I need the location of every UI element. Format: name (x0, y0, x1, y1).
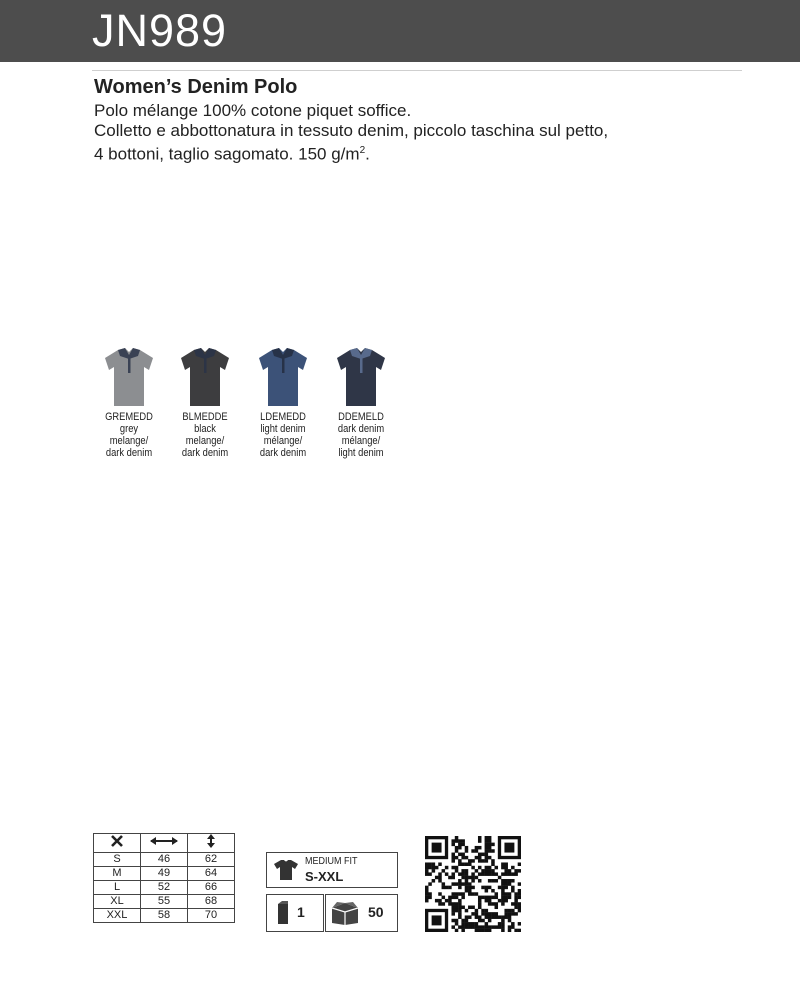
swatch-code: BLMEDDE (182, 411, 228, 423)
header-bar (0, 0, 800, 62)
tshirt-icon (273, 859, 299, 881)
polo-shirt-icon (103, 346, 155, 408)
swatch-name-line-3: dark denim (181, 447, 229, 459)
swatch-name-line-1: grey (119, 423, 139, 435)
description-superscript: 2 (359, 145, 366, 156)
single-pack-icon (275, 901, 291, 925)
color-swatches (94, 346, 414, 476)
product-title: Women’s Denim Polo (94, 76, 298, 98)
size-row (94, 895, 235, 909)
description-line-3-text: 4 bottoni, taglio sagomato. 150 g/m (94, 144, 360, 164)
pack-quantity: 1 (297, 904, 305, 920)
size-chart (93, 833, 235, 923)
divider (92, 70, 742, 71)
swatch-name-line-1: dark denim (337, 423, 385, 435)
product-description (94, 101, 754, 165)
size-chart-header (94, 834, 235, 853)
size-width: 52 (141, 881, 188, 895)
description-end: . (365, 144, 370, 164)
swatch-name-line-2: mélange/ (263, 435, 303, 447)
polo-shirt-icon (257, 346, 309, 408)
description-line-2: Colletto e abbottonatura in tessuto denim, piccolo taschina sul petto, (94, 121, 609, 140)
size-row (94, 853, 235, 867)
size-label: S (94, 853, 141, 867)
size-length: 70 (188, 909, 235, 923)
color-swatch (170, 346, 240, 459)
length-arrow-icon (188, 834, 235, 853)
size-length: 62 (188, 853, 235, 867)
size-label: XL (94, 895, 141, 909)
fit-info-box (266, 852, 398, 888)
description-line-3 (94, 141, 754, 165)
size-width: 58 (141, 909, 188, 923)
size-width: 49 (141, 867, 188, 881)
description-line-1: Polo mélange 100% cotone piquet soffice. (94, 101, 412, 120)
width-arrow-icon (141, 834, 188, 853)
swatch-name-line-3: light denim (338, 447, 384, 459)
swatch-name-line-1: black (194, 423, 216, 435)
swatch-name-line-2: mélange/ (341, 435, 381, 447)
fit-label: MEDIUM FIT (305, 856, 358, 867)
carton-quantity: 50 (368, 904, 384, 920)
swatch-name-line-1: light denim (260, 423, 306, 435)
product-code: JN989 (92, 5, 228, 56)
polo-shirt-icon (179, 346, 231, 408)
swatch-name-line-2: melange/ (109, 435, 149, 447)
size-width: 46 (141, 853, 188, 867)
carton-box-icon (330, 900, 360, 926)
size-icon (94, 834, 141, 853)
swatch-name-line-3: dark denim (259, 447, 307, 459)
color-swatch (94, 346, 164, 459)
size-label: M (94, 867, 141, 881)
swatch-name-line-2: melange/ (185, 435, 225, 447)
pack-quantity-box (266, 894, 324, 932)
swatch-code: DDEMELD (338, 411, 384, 423)
qr-code-graphic (425, 836, 521, 932)
carton-quantity-box (325, 894, 398, 932)
size-length: 66 (188, 881, 235, 895)
size-row (94, 909, 235, 923)
swatch-code: LDEMEDD (260, 411, 306, 423)
size-width: 55 (141, 895, 188, 909)
size-label: L (94, 881, 141, 895)
swatch-code: GREMEDD (105, 411, 153, 423)
size-label: XXL (94, 909, 141, 923)
color-swatch (248, 346, 318, 459)
polo-shirt-icon (335, 346, 387, 408)
swatch-name-line-3: dark denim (105, 447, 153, 459)
size-row (94, 881, 235, 895)
size-range: S-XXL (305, 869, 344, 884)
color-swatch (326, 346, 396, 459)
size-row (94, 867, 235, 881)
size-length: 68 (188, 895, 235, 909)
qr-code-icon[interactable] (425, 836, 521, 932)
size-length: 64 (188, 867, 235, 881)
